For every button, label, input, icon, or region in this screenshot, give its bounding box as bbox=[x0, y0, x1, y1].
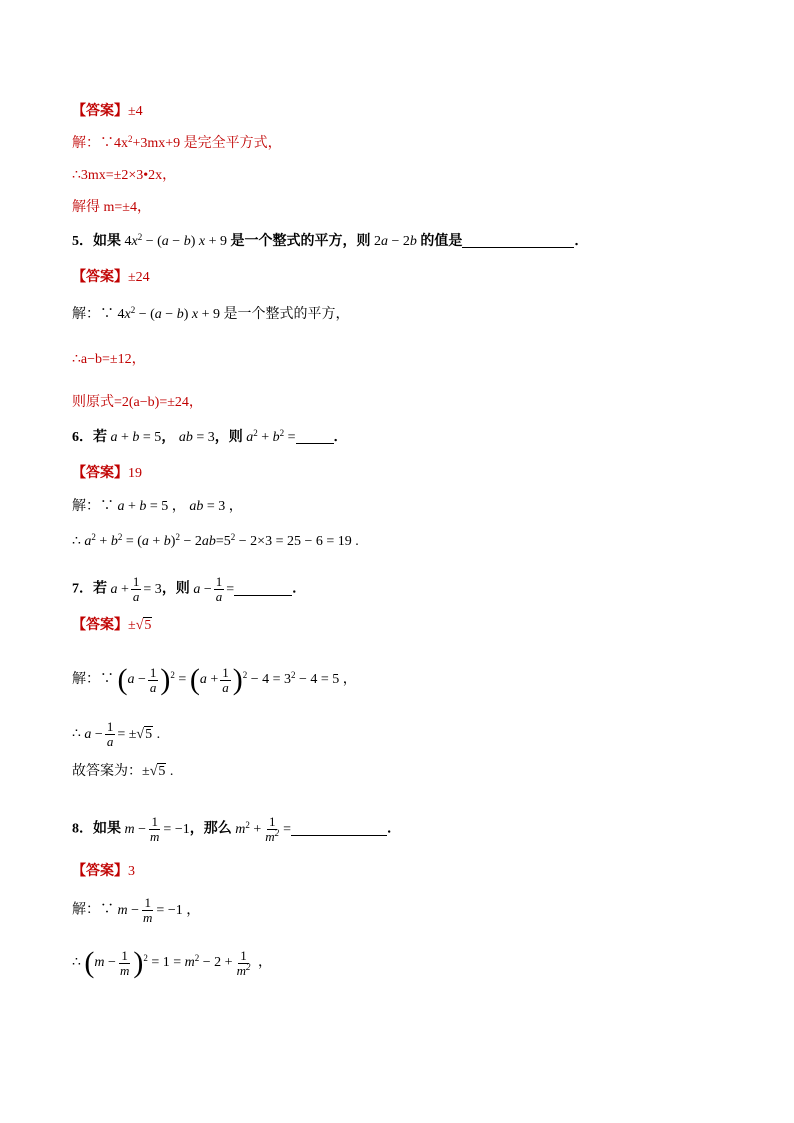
math-expression: ab = 3 bbox=[178, 430, 215, 445]
math-expression: m − $\frac{1}{m}$ = −1 bbox=[124, 814, 190, 844]
answer-blank[interactable] bbox=[291, 835, 387, 836]
solution-line: 则原式=2(a−b)=±24， bbox=[72, 395, 203, 410]
answer-tag: 【答案】 bbox=[72, 104, 128, 119]
answer-blank[interactable] bbox=[462, 247, 574, 248]
sqrt-symbol: √5 bbox=[149, 764, 166, 779]
math-expression: 2a − 2b bbox=[373, 234, 417, 249]
sqrt-symbol: √5 bbox=[135, 618, 152, 633]
math-expression: $m^2$ + $\frac{1}{m^2}$ = bbox=[235, 814, 292, 844]
answer-value: ±4 bbox=[128, 104, 143, 119]
solution-line: ∴a−b=±12， bbox=[72, 352, 146, 367]
question-6: 6．若 a + b = 5， ab = 3，则 $a^2 + b^2$ = ． bbox=[72, 428, 348, 445]
answer-tag: 【答案】 bbox=[72, 466, 128, 481]
math-expression: a − $\frac{1}{a}$ = bbox=[193, 574, 235, 604]
solution-line: ∴3mx=±2×3•2x， bbox=[72, 168, 177, 183]
answer-value: ± bbox=[128, 618, 136, 633]
solution-line: 解：∵ $4x^2 - (a - b) x + 9$ 是一个整式的平方， bbox=[72, 305, 350, 322]
answer-value: ±24 bbox=[128, 270, 150, 285]
answer-tag: 【答案】 bbox=[72, 864, 128, 879]
solution-line: 解：∵ m − $\frac{1}{m}$ = −1 ， bbox=[72, 895, 201, 925]
answer-line-4 bbox=[72, 102, 143, 122]
solution-line: 解得 m=±4， bbox=[72, 200, 151, 215]
math-expression: (m − $\frac{1}{m}$ )$^2 = 1 = m^2 - 2$ + $\frac{1}{m^2}$ ， bbox=[84, 946, 272, 979]
math-expression: a + b = 5 bbox=[110, 430, 162, 445]
solution-line: 解：$\because 4x^2+3mx+9$ 是完全平方式， bbox=[72, 134, 282, 151]
answer-line-7 bbox=[72, 616, 152, 636]
solution-line: ∴ $a^2 + b^2 = (a + b)^2 - 2ab=5^2 - 2\times 3 = 25 - 6 = 19$ . bbox=[72, 532, 359, 549]
math-expression: $4x^2 - (a - b) x + 9$ bbox=[124, 232, 227, 249]
math-expression: a + $\frac{1}{a}$ = 3 bbox=[110, 574, 162, 604]
answer-line-8 bbox=[72, 862, 135, 882]
math-expression: a − $\frac{1}{a}$ = ±√5 . bbox=[84, 719, 161, 749]
solution-line: 故答案为：±√5 . bbox=[72, 762, 173, 782]
question-8: 8．如果 m − $\frac{1}{m}$ = −1，那么 $m^2$ + $\frac{1}{m^2}$ = ． bbox=[72, 814, 402, 844]
math-expression: (a − $\frac{1}{a}$ )$^2$ = (a + $\frac{1}{a}$ )$^2 - 4 = 3^2 - 4 = 5$ ， bbox=[117, 663, 357, 696]
math-expression: $4x^2 - (a - b) x + 9$ bbox=[117, 305, 220, 322]
answer-line-6 bbox=[72, 464, 142, 484]
solution-line: ∴ a − $\frac{1}{a}$ = ±√5 . bbox=[72, 719, 161, 749]
answer-value: 3 bbox=[128, 864, 135, 879]
question-7: 7．若 a + $\frac{1}{a}$ = 3，则 a − $\frac{1}{a}$ = ． bbox=[72, 574, 307, 604]
solution-line: 解：∵ (a − $\frac{1}{a}$ )$^2$ = (a + $\frac{1}{a}$ )$^2 - 4 = 3^2 - 4 = 5$ ， bbox=[72, 663, 357, 696]
answer-value: 19 bbox=[128, 466, 142, 481]
answer-tag: 【答案】 bbox=[72, 618, 128, 633]
math-expression: m − $\frac{1}{m}$ = −1 ， bbox=[117, 895, 201, 925]
answer-blank[interactable] bbox=[296, 443, 334, 444]
math-expression: a + b = 5 ， ab = 3 ， bbox=[117, 499, 243, 514]
solution-line: ∴ (m − $\frac{1}{m}$ )$^2 = 1 = m^2 - 2$ + $\frac{1}{m^2}$ ， bbox=[72, 946, 272, 979]
answer-line-5 bbox=[72, 268, 150, 288]
answer-blank[interactable] bbox=[234, 595, 292, 596]
answer-tag: 【答案】 bbox=[72, 270, 128, 285]
solution-line: 解：∵ a + b = 5 ， ab = 3 ， bbox=[72, 499, 243, 514]
question-5: 5．如果 $4x^2 - (a - b) x + 9$ 是一个整式的平方，则 2a − 2b 的值是 ． bbox=[72, 232, 589, 249]
math-expression: $a^2 + b^2$ = bbox=[246, 428, 296, 445]
math-expression: $a^2 + b^2 = (a + b)^2 - 2ab=5^2 - 2\times 3 = 25 - 6 = 19$ . bbox=[84, 532, 359, 549]
